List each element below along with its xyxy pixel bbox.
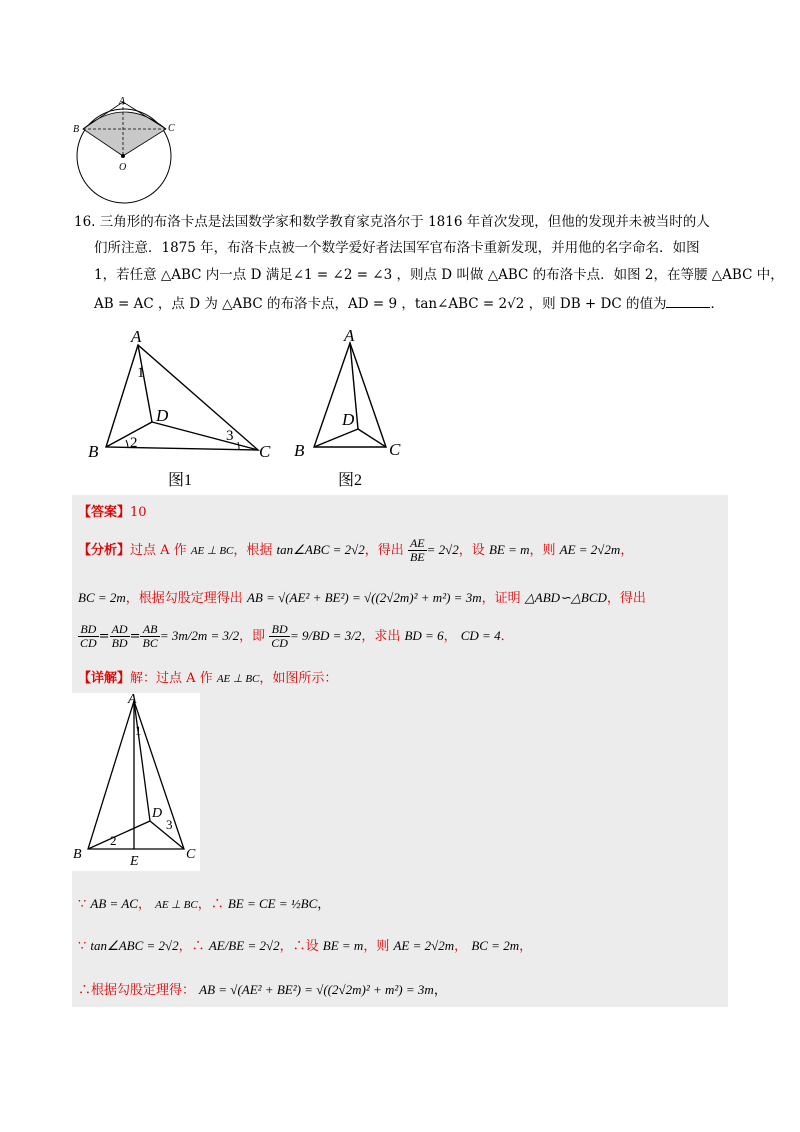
- analysis-line-1: 【分析】过点 A 作 AE ⊥ BC，根据 tan∠ABC = 2√2，得出 $\frac{AE}{BE}$ = 2√2，设 BE = m，则 AE = 2√2m，: [78, 536, 634, 564]
- question-number: 16.: [74, 214, 96, 230]
- detail-step-1: ∵ AB = AC， AE ⊥ BC，∴ BE = CE = ½BC，: [78, 896, 331, 912]
- fig1-label-c: C: [259, 442, 271, 461]
- figure-3: [72, 693, 200, 871]
- fig3-angle-3: 3: [166, 817, 173, 832]
- label-o: O: [119, 162, 127, 173]
- fig1-caption: 图1: [168, 472, 193, 489]
- fig1-angle-1: 1: [137, 365, 145, 381]
- analysis-line-3: $\frac{BD}{CD}$ = $\frac{AD}{BD}$ = $\frac{AB}{BC}$ = 3m/2m = 3/2，即 $\frac{BD}{CD}$ = 9/BD = 3/2，求出 BD = 6， CD = 4．: [80, 622, 514, 650]
- label-c: C: [168, 123, 175, 134]
- answer-line: [78, 501, 147, 520]
- question-line-4: AB = AC ，点 D 为 △ABC 的布洛卡点，AD = 9 ，tan∠ABC = 2√2 ，则 DB + DC 的值为 ．: [94, 296, 724, 312]
- fig3-label-c: C: [186, 847, 196, 862]
- fig2-label-d: D: [342, 410, 355, 429]
- detail-step-3: ∴根据勾股定理得： AB = √(AE² + BE²) = √((2√2m)² + m²) = 3m，: [78, 982, 447, 998]
- question-line-1: 16. 三角形的布洛卡点是法国数学家和数学教育家克洛尔于 1816 年首次发现，但他的发现并未被当时的人: [74, 214, 710, 230]
- fig1-label-d: D: [156, 406, 169, 425]
- answer-tag: 【答案】: [78, 505, 131, 520]
- fig3-label-b: B: [73, 847, 82, 862]
- detail-tag: 【详解】: [78, 671, 131, 686]
- circle-sector-figure: [66, 90, 196, 205]
- label-b: B: [73, 124, 80, 135]
- fig2-caption: 图2: [338, 472, 363, 489]
- question-line-3: 1，若任意 △ABC 内一点 D 满足∠1 = ∠2 = ∠3 ，则点 D 叫做 △ABC 的布洛卡点．如图 2，在等腰 △ABC 中，: [94, 267, 784, 283]
- answer-blank: [666, 295, 710, 308]
- fig3-label-d: D: [152, 806, 163, 821]
- question-line-2: 们所注意．1875 年，布洛卡点被一个数学爱好者法国军官布洛卡重新发现，并用他的名字命名．如图: [94, 240, 700, 256]
- fig3-label-e: E: [130, 854, 139, 869]
- fig2-label-a: A: [344, 326, 355, 345]
- fig2-label-c: C: [389, 440, 401, 459]
- label-a: A: [119, 96, 126, 107]
- fig2-label-b: B: [294, 441, 305, 460]
- fig1-label-b: B: [88, 442, 99, 461]
- fig1-label-a: A: [131, 327, 142, 346]
- answer-value: 10: [130, 505, 147, 520]
- detail-line-1: 【详解】解：过点 A 作 AE ⊥ BC，如图所示：: [78, 671, 338, 686]
- detail-step-2: ∵ tan∠ABC = 2√2，∴ AE/BE = 2√2，∴设 BE = m，则 AE = 2√2m， BC = 2m，: [78, 938, 533, 954]
- frac-ae-be: $\frac{AE}{BE}$: [409, 536, 425, 564]
- fig1-angle-3: 3: [226, 428, 234, 444]
- fig3-angle-2: 2: [110, 833, 117, 848]
- solution-panel: [72, 495, 728, 1007]
- fig1-angle-2: 2: [130, 435, 138, 451]
- figure-1: [86, 325, 276, 495]
- figure-2: [290, 325, 410, 495]
- fig3-label-a: A: [128, 693, 137, 707]
- analysis-line-2: BC = 2m，根据勾股定理得出 AB = √(AE² + BE²) = √((2√2m)² + m²) = 3m，证明 △ABD∽△BCD，得出: [78, 590, 646, 606]
- analysis-tag: 【分析】: [78, 543, 131, 558]
- fig3-angle-1: 1: [135, 723, 142, 738]
